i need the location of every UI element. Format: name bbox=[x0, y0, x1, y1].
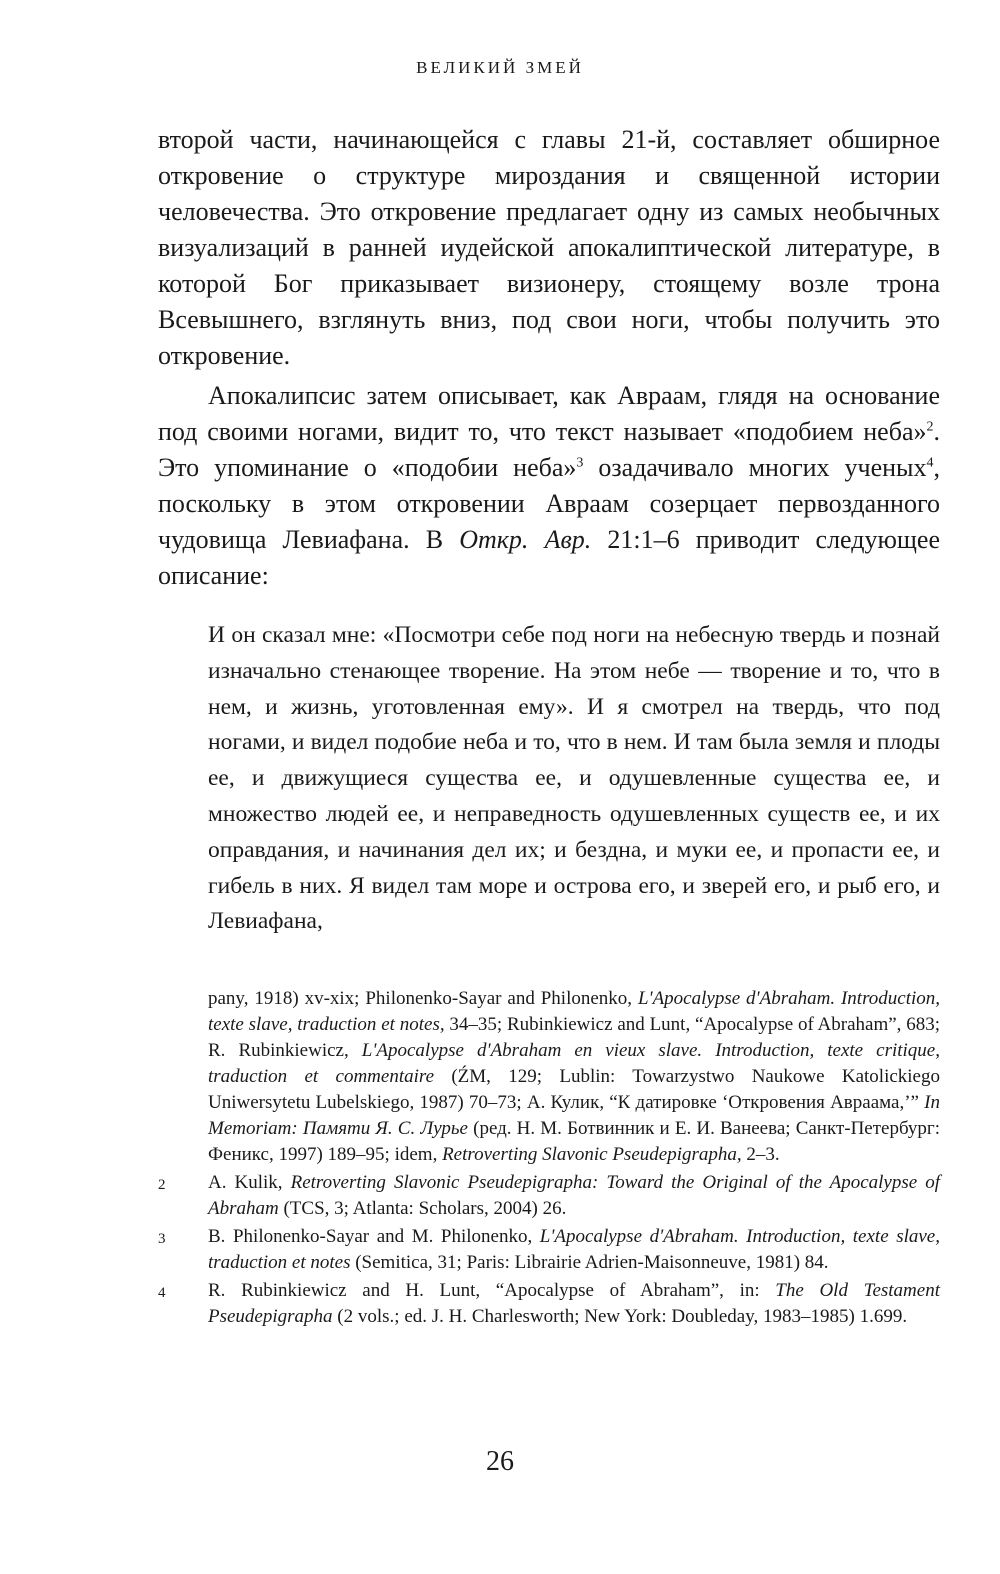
footnote-ref-2: 2 bbox=[926, 419, 934, 435]
fn-cont-text-4: (ред. Н. М. Ботвинник и Е. И. Ванеева; Санкт-Петербург: Феникс, 1997) 189–95; idem, bbox=[208, 1118, 940, 1165]
footnote-number: 3 bbox=[158, 1231, 166, 1247]
fn-cont-text-3: (ŹM, 129; Lublin: Towarzystwo Naukowe Katolickiego Uniwersytetu Lubelskiego, 1987) 70–73; А. Кулик, “К датировке ‘Откровения Авраама,’” bbox=[208, 1066, 940, 1113]
footnote-text: (2 vols.; ed. J. H. Charlesworth; New York: Doubleday, 1983–1985) 1.699. bbox=[332, 1306, 908, 1327]
footnote-italic: L'Apocalypse d'Abraham. Introduction, texte slave, traduction et notes bbox=[208, 1226, 940, 1273]
footnotes bbox=[158, 986, 940, 1332]
paragraph-2-part-e: 21:1–6 приводит следующее описание: bbox=[158, 525, 940, 590]
footnote-text: (TCS, 3; Atlanta: Scholars, 2004) 26. bbox=[278, 1198, 567, 1219]
footnote-3 bbox=[158, 1224, 940, 1276]
footnote-text: A. Kulik, bbox=[208, 1172, 291, 1193]
paragraph-2-part-c: озадачивало многих ученых bbox=[583, 453, 927, 482]
footnote-italic: Retroverting Slavonic Pseudepigrapha: Toward the Original of the Apocalypse of Abraham bbox=[208, 1172, 941, 1219]
footnote-4 bbox=[158, 1278, 940, 1330]
main-text bbox=[158, 122, 940, 594]
paragraph-1: второй части, начинающейся с главы 21-й, составляет обширное откровение о структуре мироздания и священной истории человечества. Это откровение предлагает одну из самых необычных визуализаций в ранней иудейской апокалиптической литературе, в которой Бог приказывает визионеру, стоящему возле трона Всевышнего, взглянуть вниз, под свои ноги, чтобы получить это откровение. bbox=[158, 125, 940, 370]
footnote-continuation bbox=[158, 986, 940, 1168]
footnote-text: B. Philonenko-Sayar and M. Philonenko, bbox=[208, 1226, 540, 1247]
fn-cont-italic-4: Retroverting Slavonic Pseudepigrapha, bbox=[442, 1144, 742, 1165]
fn-cont-italic-3: In Memoriam: Памяти Я. С. Лурье bbox=[208, 1092, 940, 1139]
fn-cont-text-1: pany, 1918) xv-xix; Philonenko-Sayar and Philonenko, bbox=[208, 988, 638, 1009]
paragraph-2-part-d: , поскольку в этом откровении Авраам созерцает первозданного чудовища Левиафана. В bbox=[158, 453, 941, 554]
footnote-number: 4 bbox=[158, 1285, 166, 1301]
footnote-text: R. Rubinkiewicz and H. Lunt, “Apocalypse of Abraham”, in: bbox=[208, 1280, 776, 1301]
paragraph-2-part-a: Апокалипсис затем описывает, как Авраам, глядя на основание под своими ногами, видит то, что текст называет «подобием неба» bbox=[158, 381, 940, 446]
paragraph-2-part-b: . Это упоминание о «подобии неба» bbox=[158, 417, 940, 482]
block-quote bbox=[208, 618, 940, 940]
footnote-italic: The Old Testament Pseudepigrapha bbox=[208, 1280, 940, 1327]
footnote-number: 2 bbox=[158, 1177, 166, 1193]
page-number: 26 bbox=[486, 1446, 514, 1477]
paragraph-2 bbox=[158, 378, 940, 594]
footnote-ref-3: 3 bbox=[576, 455, 584, 471]
footnote-2 bbox=[158, 1170, 940, 1222]
fn-cont-text-2: 34–35; Rubinkiewicz and Lunt, “Apocalypse of Abraham”, 683; R. Rubinkiewicz, bbox=[208, 1014, 940, 1061]
footnote-text: (Semitica, 31; Paris: Librairie Adrien-Maisonneuve, 1981) 84. bbox=[350, 1252, 829, 1273]
running-head: ВЕЛИКИЙ ЗМЕЙ bbox=[416, 58, 584, 77]
block-quote-text: И он сказал мне: «Посмотри себе под ноги на небесную твердь и познай изначально стенающее творение. На этом небе — творение и то, что в нем, и жизнь, уготовленная ему». И я смотрел на твердь, что под ногами, и видел подобие неба и то, что в нем. И там была земля и плоды ее, и движущиеся существа ее, и одушевленные существа ее, и множество людей ее, и неправедность одушевленных существ ее, и их оправдания, и начинания дел их; и бездна, и муки ее, и пропасти ее, и гибель в них. Я видел там море и острова его, и зверей его, и рыб его, и Левиафана, bbox=[208, 622, 940, 935]
fn-cont-italic-2: L'Apocalypse d'Abraham en vieux slave. Introduction, texte critique, traduction et commentaire bbox=[208, 1040, 940, 1087]
fn-cont-text-5: 2–3. bbox=[741, 1144, 780, 1165]
fn-cont-italic-1: L'Apocalypse d'Abraham. Introduction, texte slave, traduction et notes, bbox=[208, 988, 941, 1035]
footnote-ref-4: 4 bbox=[926, 455, 934, 471]
citation-italic: Откр. Авр. bbox=[459, 525, 592, 554]
